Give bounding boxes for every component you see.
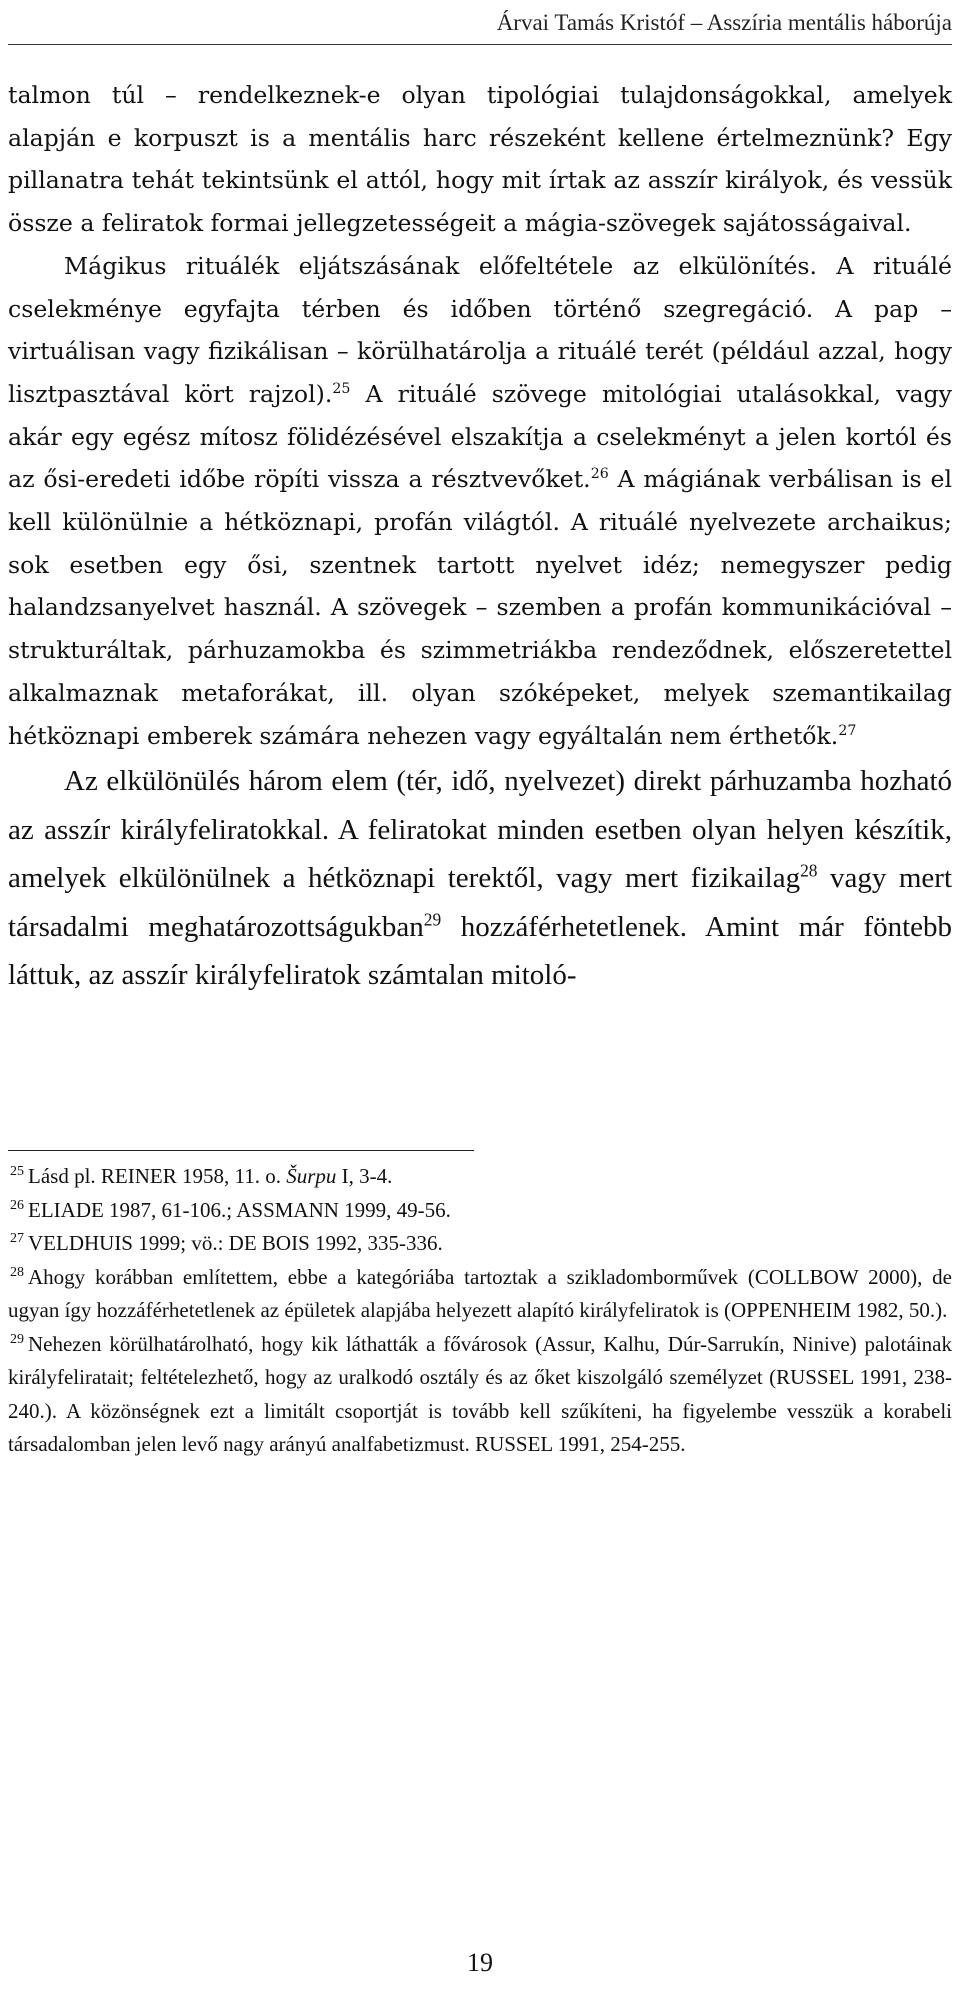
footnote-27 bbox=[8, 1227, 952, 1261]
page-number: 19 bbox=[467, 1948, 493, 1977]
footnote-text: Lásd pl. REINER 1958, 11. o. bbox=[28, 1164, 287, 1188]
paragraph-3 bbox=[8, 757, 952, 1000]
footnote-ref-26[interactable]: 26 bbox=[590, 466, 609, 483]
footnote-text: Nehezen körülhatárolható, hogy kik láthatták a fővárosok (Assur, Kalhu, Dúr-Sarrukín, Ninive) palotáinak királyfeliratait; feltételezhető, hogy az uralkodó osztály és az őket kiszolgáló személyzet (RUSSEL 1991, 238-240.). A közönségnek ezt a limitált csoportját is tovább kell szűkíteni, ha figyelembe vesszük a korabeli társadalomban jelen levő nagy arányú analfabetizmust. RUSSEL 1991, 254-255. bbox=[8, 1331, 952, 1456]
footnote-number: 27 bbox=[10, 1231, 24, 1246]
footnote-text: ELIADE 1987, 61-106.; ASSMANN 1999, 49-56. bbox=[28, 1197, 451, 1222]
footnote-ref-27[interactable]: 27 bbox=[838, 722, 857, 739]
footnote-text: Ahogy korábban említettem, ebbe a kategóriába tartoztak a szikladomborművek (COLLBOW 2000), de ugyan így hozzáférhetetlenek az épületek alapjába helyezett alapító királyfeliratok is (OPPENHEIM 1982, 50.). bbox=[8, 1264, 952, 1322]
footnote-number: 25 bbox=[10, 1164, 24, 1179]
footnote-29 bbox=[8, 1328, 952, 1462]
paragraph-2 bbox=[8, 245, 952, 757]
paragraph-3-text-c: hozzáférhetetlenek. Amint már föntebb láttuk, az asszír királyfeliratok számtalan mitoló- bbox=[8, 910, 952, 992]
paragraph-3-text-b: vagy mert társadalmi meghatározottságukban bbox=[8, 862, 952, 943]
paragraph-1 bbox=[8, 74, 952, 245]
footnote-ref-25[interactable]: 25 bbox=[332, 381, 351, 398]
paragraph-2-text-a: Mágikus rituálék eljátszásának előfeltétele az elkülönítés. A rituálé cselekménye egyfajta térben és időben történő szegregáció. A pap – virtuálisan vagy fizikálisan – körülhatárolja a rituálé terét (például azzal, hogy lisztpasztával kört rajzol). bbox=[8, 251, 952, 408]
footnote-ref-28[interactable]: 28 bbox=[800, 860, 818, 881]
body-text bbox=[8, 74, 952, 1000]
footnote-number: 26 bbox=[10, 1197, 24, 1213]
running-head: Árvai Tamás Kristóf – Asszíria mentális háborúja bbox=[496, 10, 952, 35]
footnote-rule bbox=[8, 1150, 474, 1151]
header-rule bbox=[8, 44, 952, 45]
footnote-italic-title: Šurpu bbox=[286, 1164, 337, 1188]
paragraph-1-text: talmon túl – rendelkeznek-e olyan tipológiai tulajdonságokkal, amelyek alapján e korpuszt is a mentális harc részeként kellene értelmeznünk? Egy pillanatra tehát tekintsünk el attól, hogy mit írtak az asszír királyok, és vessük össze a feliratok formai jellegzetességeit a mágia-szövegek sajátosságaival. bbox=[8, 81, 952, 238]
footnote-number: 28 bbox=[10, 1264, 24, 1280]
footnote-number: 29 bbox=[10, 1331, 24, 1347]
paragraph-3-text-a: Az elkülönülés három elem (tér, idő, nyelvezet) direkt párhuzamba hozható az asszír királyfeliratokkal. A feliratokat minden esetben olyan helyen készítik, amelyek elkülönülnek a hétköznapi terektől, vagy mert fizikailag bbox=[8, 765, 952, 895]
footnote-ref-29[interactable]: 29 bbox=[423, 909, 442, 930]
footnotes bbox=[8, 1160, 952, 1462]
footnote-28 bbox=[8, 1261, 952, 1328]
paragraph-2-text-c: A mágiának verbálisan is el kell különülnie a hétköznapi, profán világtól. A rituálé nyelvezete archaikus; sok esetben egy ősi, szentnek tartott nyelvet idéz; nemegyszer pedig halandzsanyelvet használ. A szövegek – szemben a profán kommunikációval – strukturáltak, párhuzamokba és szimmetriákba rendeződnek, előszeretettel alkalmaznak metaforákat, ill. olyan szóképeket, melyek szemantikailag hétköznapi emberek számára nehezen vagy egyáltalán nem érthetők. bbox=[8, 465, 952, 750]
footnote-25 bbox=[8, 1160, 952, 1194]
footnote-26 bbox=[8, 1194, 952, 1228]
footnote-text: VELDHUIS 1999; vö.: DE BOIS 1992, 335-336. bbox=[28, 1231, 443, 1255]
footnote-text-tail: I, 3-4. bbox=[336, 1164, 393, 1188]
paragraph-2-text-b: A rituálé szövege mitológiai utalásokkal, vagy akár egy egész mítosz fölidézésével elszakítja a cselekményt a jelen kortól és az ősi-eredeti időbe röpíti vissza a résztvevőket. bbox=[8, 379, 952, 494]
